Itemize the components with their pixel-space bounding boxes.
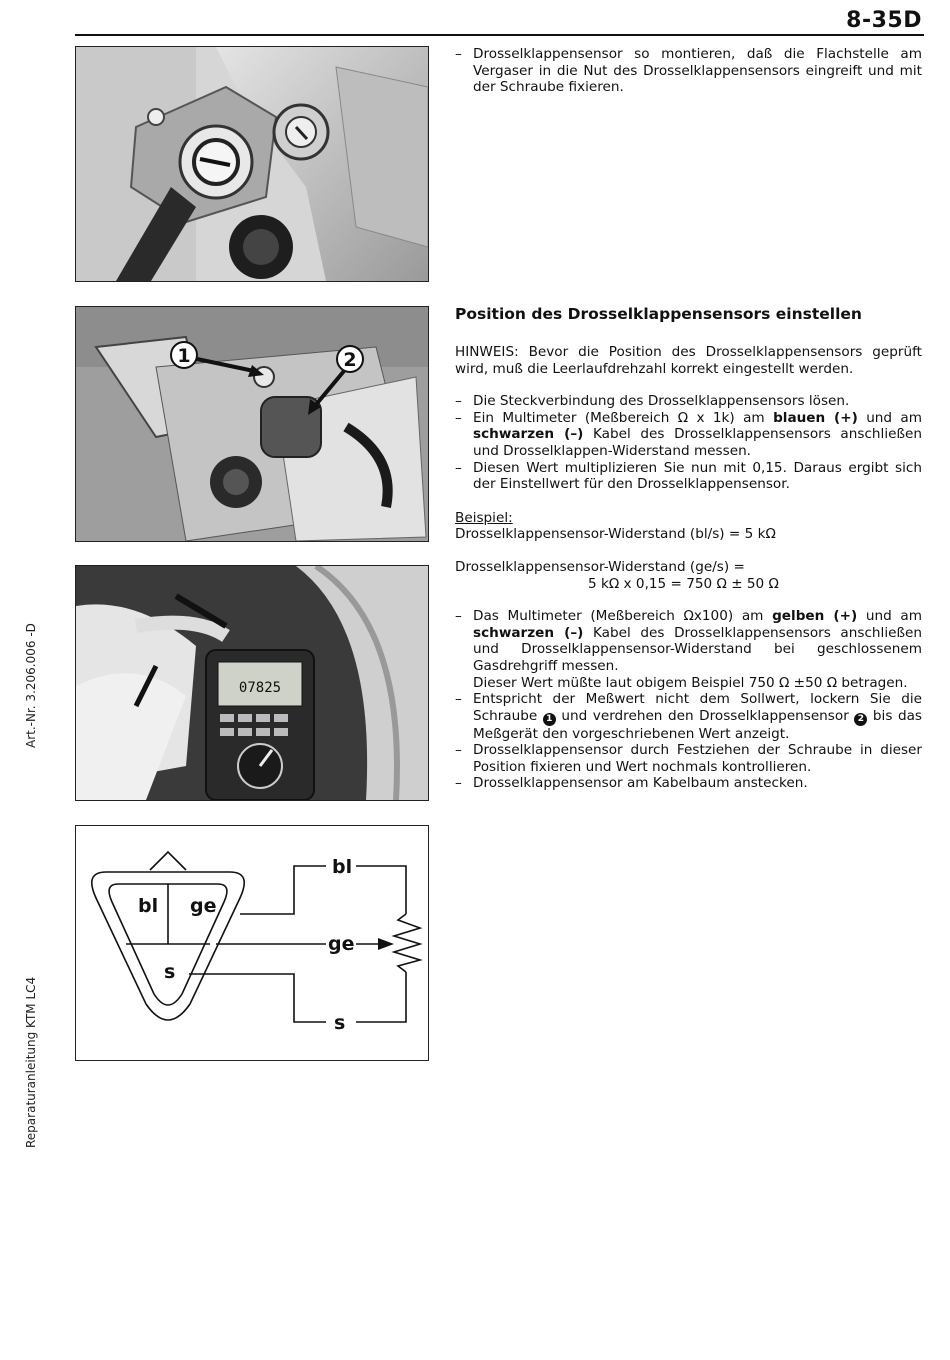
- photo-sensor-callouts: [75, 306, 429, 542]
- example-label: Beispiel:: [455, 509, 513, 526]
- manual-title: Reparaturanleitung KTM LC4: [24, 976, 38, 1148]
- step-7: – Drosselklappensensor am Kabelbaum anstecken.: [455, 775, 808, 792]
- step-4-note: Dieser Wert müßte laut obigem Beispiel 750 Ω ±50 Ω betragen.: [473, 674, 908, 691]
- step-5: – Entspricht der Meßwert nicht dem Sollwert, lockern Sie die Schraube 1 und verdrehen den Drosselklappensensor 2 bis das Meßgerät den vorgeschriebenen Wert anzeigt.: [455, 691, 923, 742]
- step-1: – Die Steckverbindung des Drosselklappensensors lösen.: [455, 393, 850, 410]
- wiring-diagram: [75, 825, 429, 1061]
- multimeter-readout: 07825: [238, 680, 282, 696]
- intro-block: [455, 46, 922, 96]
- connector-label-bl: bl: [138, 895, 159, 917]
- page-number: 8-35D: [846, 8, 922, 33]
- dash: –: [455, 46, 462, 62]
- hint-text: HINWEIS: Bevor die Position des Drosselklappensensors geprüft wird, muß die Leerlaufdrehzahl korrekt eingestellt werden.: [455, 344, 922, 377]
- article-number: Art.-Nr. 3.206.006 -D: [24, 623, 38, 748]
- example-line-3: 5 kΩ x 0,15 = 750 Ω ± 50 Ω: [588, 575, 779, 592]
- black-wire-label-2: schwarzen (–): [473, 624, 584, 641]
- section-body: [455, 344, 922, 792]
- ref-screw-number: 1: [543, 713, 556, 726]
- wire-label-bl: bl: [332, 856, 353, 878]
- wire-label-ge: ge: [328, 933, 355, 955]
- ref-sensor-number: 2: [854, 713, 867, 726]
- callout-1: 1: [177, 345, 191, 367]
- black-wire-label: schwarzen (–): [473, 426, 584, 443]
- step-6: – Drosselklappensensor durch Festziehen der Schraube in dieser Position fixieren und Wert nochmals kontrollieren.: [455, 742, 922, 775]
- connector-label-s: s: [164, 961, 176, 983]
- example-line-1: Drosselklappensensor-Widerstand (bl/s) = 5 kΩ: [455, 526, 776, 543]
- intro-item-text: Drosselklappensensor so montieren, daß die Flachstelle am Vergaser in die Nut des Drosselklappensensors eingreift und mit der Schraube fixieren.: [473, 46, 922, 96]
- connector-label-ge: ge: [190, 895, 217, 917]
- photo-sensor-mounted: [75, 46, 429, 282]
- step-3: – Diesen Wert multiplizieren Sie nun mit 0,15. Daraus ergibt sich der Einstellwert für den Drosselklappensensor.: [455, 459, 922, 493]
- blue-wire-label: blauen (+): [773, 409, 858, 426]
- step-2: – Ein Multimeter (Meßbereich Ω x 1k) am blauen (+) und am schwarzen (–) Kabel des Drosselklappensensors anschließen und Drosselklappen-Widerstand messen.: [455, 409, 923, 459]
- example-line-2: Drosselklappensensor-Widerstand (ge/s) =: [455, 558, 745, 575]
- yellow-wire-label: gelben (+): [772, 608, 858, 625]
- intro-item: [455, 46, 922, 96]
- photo-multimeter: [75, 565, 429, 801]
- callout-2: 2: [343, 349, 357, 371]
- wire-label-s: s: [334, 1012, 346, 1034]
- section-title: Position des Drosselklappensensors einstellen: [455, 305, 862, 323]
- header-rule: [75, 34, 924, 36]
- step-4: – Das Multimeter (Meßbereich Ωx100) am gelben (+) und am schwarzen (–) Kabel des Drosselklappensensors anschließen und Drosselklappensensor-Widerstand bei geschlossenem Gasdrehgriff messen. Dieser Wert müßte laut obigem Beispiel 750 Ω ±50 Ω betragen.: [455, 608, 923, 691]
